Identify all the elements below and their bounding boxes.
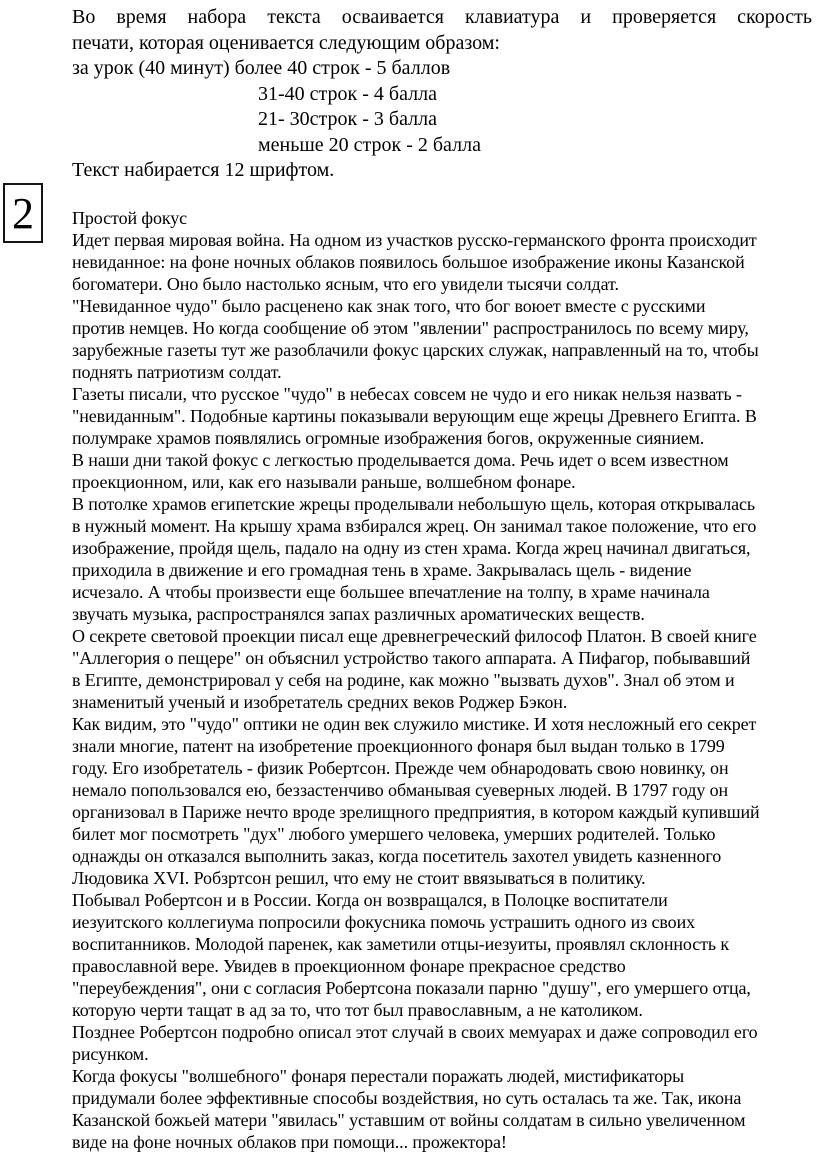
score-scale: [258, 82, 812, 159]
passage-line: проекционном, или, как его называли раньше, волшебном фонаре.: [72, 472, 576, 492]
passage-line: в нужный момент. На крышу храма взбирался жрец. Он занимал такое положение, что его: [72, 516, 757, 536]
passage-line: невиданное: на фоне ночных облаков появилось большое изображение иконы Казанской: [72, 252, 745, 272]
passage-line: "невиданным". Подобные картины показывали верующим еще жрецы Древнего Египта. В: [72, 406, 757, 426]
passage-line: однажды он отказался выполнить заказ, когда посетитель захотел увидеть казненного: [72, 846, 722, 866]
passage-line: Как видим, это "чудо" оптики не один век служило мистике. И хотя несложный его секрет: [72, 714, 757, 734]
passage-line: году. Его изобретатель - физик Робертсон. Прежде чем обнародовать свою новинку, он: [72, 758, 729, 778]
passage-line: "Аллегория о пещере" он объяснил устройство такого аппарата. А Пифагор, побывавший: [72, 648, 751, 668]
passage-line: организовал в Париже нечто вроде зрелищного предприятия, в котором каждый купивший: [72, 802, 760, 822]
score-scale-line: меньше 20 строк - 2 балла: [258, 133, 481, 156]
passage-line: Идет первая мировая война. На одном из участков русско-германского фронта происходит: [72, 230, 757, 250]
passage-line: против немцев. Но когда сообщение об этом "явлении" распространилось по всему миру,: [72, 318, 749, 338]
passage-line: изображение, пройдя щель, падало на одну из стен храма. Когда жрец начинал двигаться,: [72, 538, 751, 558]
passage-line: исчезало. А чтобы произвести еще большее впечатление на толпу, в храме начинала: [72, 582, 710, 602]
passage-line: Когда фокусы "волшебного" фонаря перестали поражать людей, мистификаторы: [72, 1066, 685, 1086]
intro-line: за урок (40 минут) более 40 строк - 5 баллов: [72, 57, 451, 79]
passage-line: билет мог посмотреть "дух" любого умершего человека, умерших родителей. Только: [72, 824, 716, 844]
passage-line: Людовика XVI. Робзртсон решил, что ему не стоит ввязываться в политику.: [72, 868, 646, 888]
passage-line: немало попользовался ею, беззастенчиво обманывая суеверных людей. В 1797 году он: [72, 780, 729, 800]
passage-line: которую черти тащат в ад за то, что тот был православным, а не католиком.: [72, 1000, 643, 1020]
exercise-number: 2: [12, 188, 34, 238]
passage-line: иезуитского коллегиума попросили фокусника помочь устрашить одного из своих: [72, 912, 696, 932]
passage-line: Позднее Робертсон подробно описал этот случай в своих мемуарах и даже сопроводил его: [72, 1022, 758, 1042]
intro-line: печати, которая оценивается следующим образом:: [72, 31, 500, 54]
passage-body: [72, 229, 813, 1153]
passage-line: приходила в движение и его громадная тень в храме. Закрывалась щель - видение: [72, 560, 692, 580]
passage-line: придумали более эффективные способы воздействия, но суть осталась та же. Так, икона: [72, 1088, 742, 1108]
passage-line: "Невиданное чудо" было расценено как знак того, что бог воюет вместе с русскими: [72, 296, 706, 316]
passage-line: православной вере. Увидев в проекционном фонаре прекрасное средство: [72, 956, 626, 976]
passage-title: Простой фокус: [72, 208, 188, 228]
passage-line: Газеты писали, что русское "чудо" в небесах совсем не чудо и его никак нельзя назвать -: [72, 384, 742, 404]
passage-line: в Египте, демонстрировал у себя на родине, как можно "вызвать духов". Знал об этом и: [72, 670, 735, 690]
score-scale-line: 21- 30строк - 3 балла: [258, 108, 437, 130]
passage-line: зарубежные газеты тут же разоблачили фокус царских служак, направленный на то, чтобы: [72, 340, 759, 360]
reading-passage: [72, 207, 813, 1153]
passage-line: богоматери. Оно было настолько ясным, что его увидели тысячи солдат.: [72, 274, 619, 294]
passage-line: виде на фоне ночных облаков при помощи... прожектора!: [72, 1132, 507, 1152]
passage-line: "переубеждения", они с согласия Робертсона показали парню "душу", его умершего отца,: [72, 978, 751, 998]
passage-line: звучать музыка, распространялся запах различных ароматических веществ.: [72, 604, 645, 624]
passage-line: Казанской божьей матери "явилась" уставшим от войны солдатам в сильно увеличенном: [72, 1110, 746, 1130]
intro-line-justified: Во время набора текста осваивается клавиатура и проверяется скорость: [72, 6, 812, 28]
passage-line: рисунком.: [72, 1044, 149, 1064]
passage-line: О секрете световой проекции писал еще древнегреческий философ Платон. В своей книге: [72, 626, 757, 646]
font-note: Текст набирается 12 шрифтом.: [72, 159, 335, 181]
passage-line: Побывал Робертсон и в России. Когда он возвращался, в Полоцке воспитатели: [72, 890, 668, 910]
passage-line: поднять патриотизм солдат.: [72, 362, 282, 382]
passage-line: знаменитый ученый и изобретатель средних веков Роджер Бэкон.: [72, 692, 568, 712]
passage-line: полумраке храмов появлялись огромные изображения богов, окруженные сиянием.: [72, 428, 705, 448]
exercise-number-box: [3, 183, 43, 243]
passage-line: В наши дни такой фокус с легкостью проделывается дома. Речь идет о всем известном: [72, 450, 729, 470]
passage-line: воспитанников. Молодой паренек, как заметили отцы-иезуиты, проявлял склонность к: [72, 934, 730, 954]
typing-instructions: [72, 5, 812, 184]
passage-line: знали многие, патент на изобретение проекционного фонаря был выдан только в 1799: [72, 736, 725, 756]
passage-line: В потолке храмов египетские жрецы проделывали небольшую щель, которая открывалась: [72, 494, 756, 514]
score-scale-line: 31-40 строк - 4 балла: [258, 82, 437, 105]
